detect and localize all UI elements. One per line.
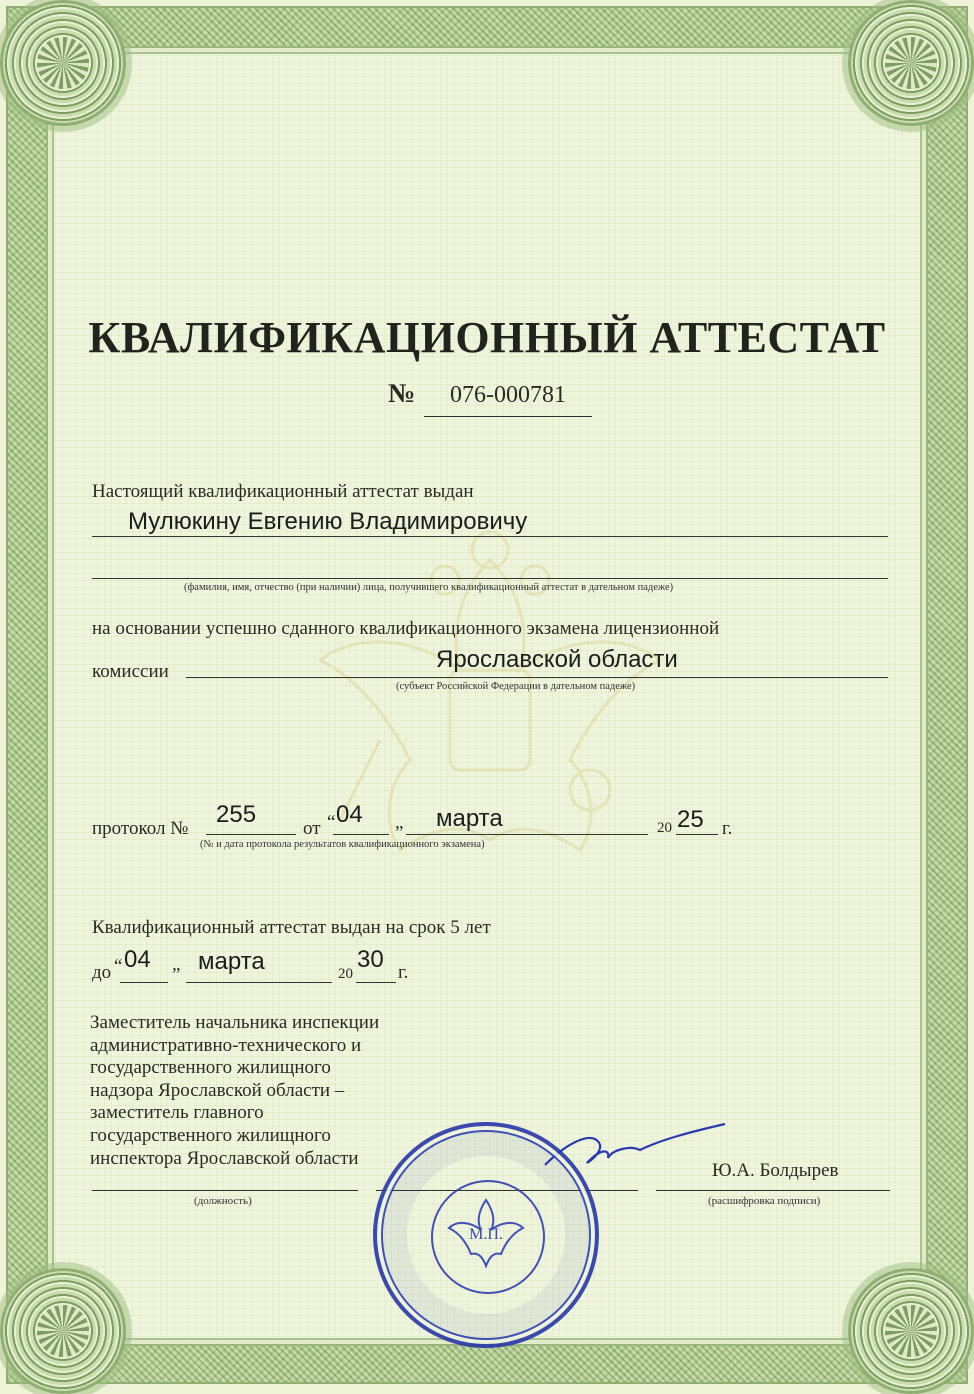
until-year-unit: г. <box>398 962 409 983</box>
position-line: надзора Ярославской области – <box>90 1079 345 1101</box>
protocol-open-quote: “ <box>327 812 336 833</box>
position-line: заместитель главного <box>90 1102 264 1124</box>
protocol-number-underline <box>206 834 296 835</box>
position-line: Заместитель начальника инспекции <box>90 1012 380 1033</box>
corner-rosette-top-right <box>848 0 974 126</box>
certificate-number: 076-000781 <box>424 382 592 417</box>
until-day: 04 <box>124 946 151 973</box>
position-line: государственного жилищного <box>90 1124 331 1146</box>
until-month: марта <box>198 948 265 975</box>
issued-to-label: Настоящий квалификационный аттестат выдан <box>92 481 474 502</box>
position-line: государственного жилищного <box>90 1057 331 1079</box>
protocol-year-prefix: 20 <box>657 820 672 836</box>
validity-text: Квалификационный аттестат выдан на срок 5 лет <box>92 917 491 938</box>
protocol-year-underline <box>676 834 718 835</box>
number-label <box>388 378 415 409</box>
until-year-prefix: 20 <box>338 966 353 982</box>
certificate-title: КВАЛИФИКАЦИОННЫЙ АТТЕСТАТ <box>88 313 886 362</box>
corner-rosette-bottom-left <box>0 1268 126 1394</box>
commission-region: Ярославской области <box>436 646 678 673</box>
protocol-month-underline <box>406 834 648 835</box>
position-block <box>90 1012 379 1170</box>
number-sign: № <box>388 378 416 408</box>
recipient-underline-2 <box>92 578 888 579</box>
position-underline <box>92 1190 358 1191</box>
seal-label: М.П. <box>469 1226 503 1243</box>
protocol-caption: (№ и дата протокола результатов квалификационного экзамена) <box>200 839 485 850</box>
region-caption: (субъект Российской Федерации в дательном падеже) <box>396 681 636 692</box>
corner-rosette-top-left <box>0 0 126 126</box>
until-year-underline <box>356 982 396 983</box>
corner-rosette-bottom-right <box>848 1268 974 1394</box>
protocol-number: 255 <box>216 801 257 828</box>
basis-text: на основании успешно сданного квалификационного экзамена лицензионной <box>92 618 720 639</box>
official-seal <box>373 1122 599 1348</box>
commission-label: комиссии <box>92 661 169 682</box>
protocol-close-quote: „ <box>395 812 404 833</box>
position-line: инспектора Ярославской области <box>90 1147 359 1169</box>
protocol-day-underline <box>333 834 389 835</box>
protocol-month: марта <box>436 805 503 832</box>
position-line: административно-технического и <box>90 1034 362 1056</box>
protocol-day: 04 <box>336 801 363 828</box>
region-underline <box>186 677 888 678</box>
signature-caption: (расшифровка подписи) <box>708 1195 821 1207</box>
recipient-name: Мулюкину Евгению Владимировичу <box>128 508 528 535</box>
signer-name: Ю.А. Болдырев <box>712 1160 839 1181</box>
until-year-suffix: 30 <box>357 946 384 973</box>
until-close-quote: „ <box>172 954 181 975</box>
until-month-underline <box>186 982 332 983</box>
position-caption: (должность) <box>194 1195 252 1207</box>
until-open-quote: “ <box>114 956 123 977</box>
until-day-underline <box>120 982 168 983</box>
recipient-underline <box>92 536 888 537</box>
recipient-caption: (фамилия, имя, отчество (при наличии) лица, получившего квалификационный аттестат в дательном падеже) <box>184 582 674 593</box>
until-label: до <box>92 962 112 983</box>
protocol-from-label: от <box>303 818 321 839</box>
protocol-year-unit: г. <box>722 818 733 839</box>
protocol-label: протокол № <box>92 818 189 839</box>
protocol-year-suffix: 25 <box>677 806 704 833</box>
